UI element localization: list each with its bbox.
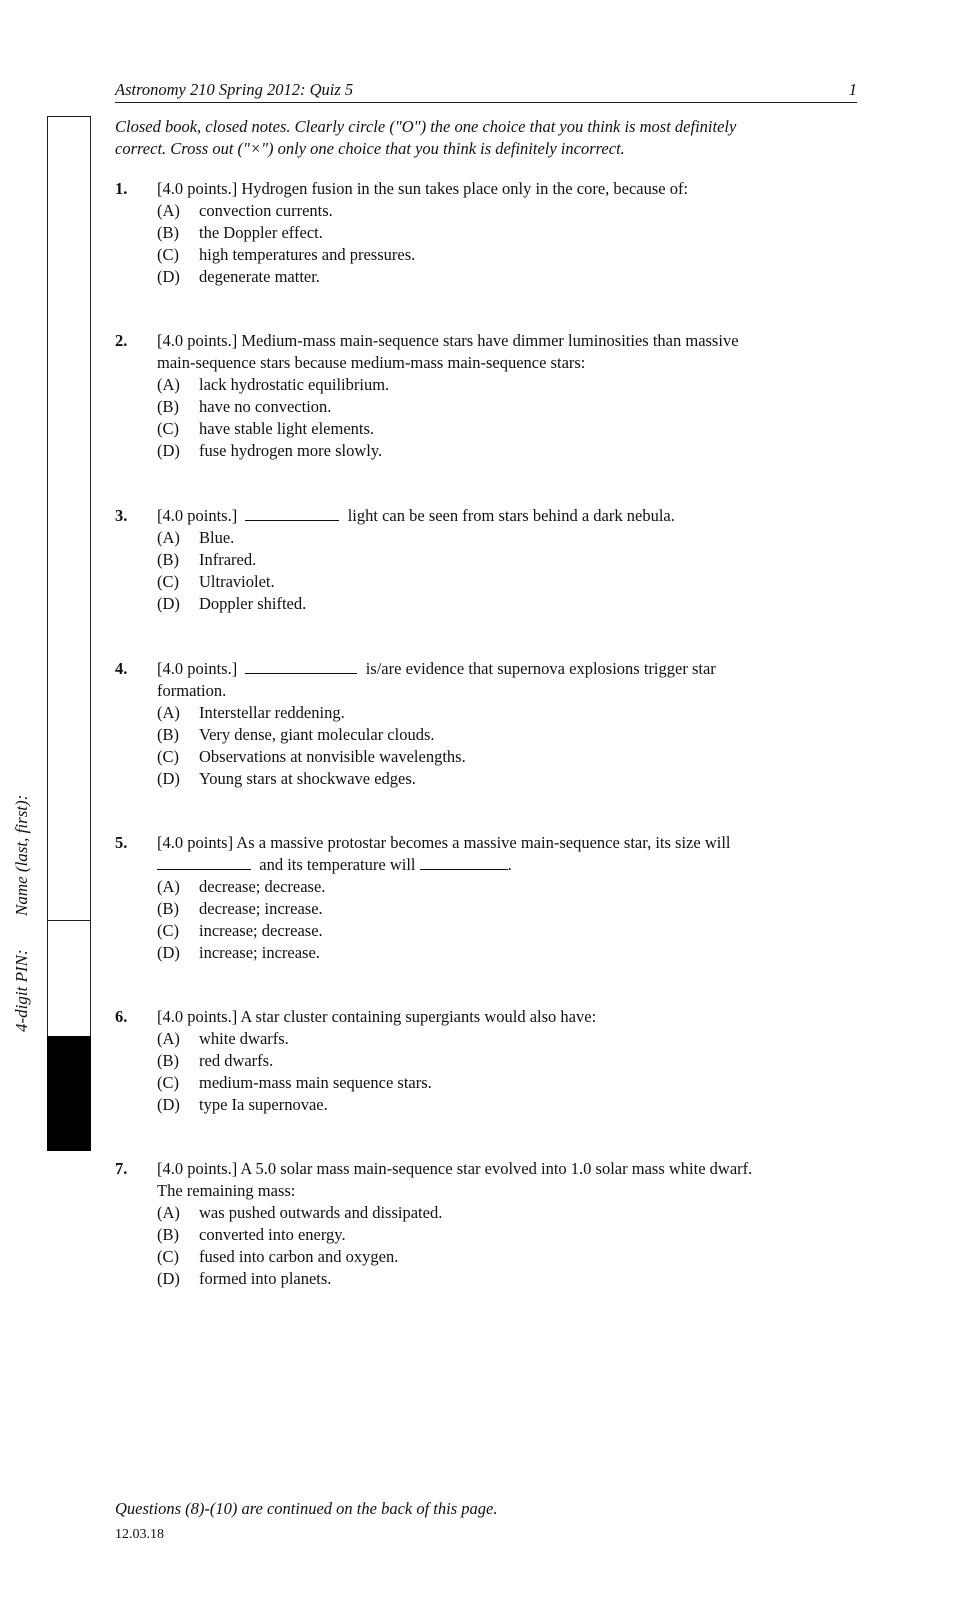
choice-b[interactable]: (B) decrease; increase. [157,899,323,918]
choice-b[interactable]: (B) red dwarfs. [157,1051,274,1070]
question-number: 3. [115,506,128,525]
choice-b[interactable]: (B) converted into energy. [157,1225,346,1244]
choice-a[interactable]: (A) was pushed outwards and dissipated. [157,1203,443,1222]
question-text: [4.0 points.] A 5.0 solar mass main-sequence star evolved into 1.0 solar mass white dwarf. The remaining mass: [157,1159,753,1200]
question-text: [4.0 points.] A star cluster containing supergiants would also have: [157,1007,597,1026]
choice-list [157,702,466,790]
choice-c[interactable]: (C) Ultraviolet. [157,572,275,591]
question-number: 5. [115,833,128,852]
question-number: 2. [115,331,128,350]
choice-list [157,1028,432,1116]
choice-list [157,527,306,615]
choice-d[interactable]: (D) Young stars at shockwave edges. [157,769,416,788]
choice-a[interactable]: (A) Interstellar reddening. [157,703,345,722]
choice-d[interactable]: (D) fuse hydrogen more slowly. [157,441,383,460]
instructions-line-2: correct. Cross out ("×") only one choice that you think is definitely incorrect. [115,139,625,158]
question-number: 7. [115,1159,128,1178]
instructions-line-1: Closed book, closed notes. Clearly circle ("O") the one choice that you think is most definitely [115,117,737,136]
choice-list [157,200,415,288]
choice-d[interactable]: (D) increase; increase. [157,943,320,962]
instructions [115,116,860,160]
quiz-label: Quiz 5 [12,1093,32,1142]
choice-b[interactable]: (B) Very dense, giant molecular clouds. [157,725,435,744]
answer-blank[interactable] [245,659,357,674]
question-text: [4.0 points.] Hydrogen fusion in the sun takes place only in the core, because of: [157,179,689,198]
question-text: [4.0 points.] Medium-mass main-sequence stars have dimmer luminosities than massive main-sequence stars because medium-mass main-sequence stars: [157,331,739,372]
question-number: 6. [115,1007,128,1026]
answer-blank[interactable] [245,506,339,521]
choice-c[interactable]: (C) increase; decrease. [157,921,323,940]
choice-c[interactable]: (C) have stable light elements. [157,419,375,438]
choice-a[interactable]: (A) lack hydrostatic equilibrium. [157,375,390,394]
choice-b[interactable]: (B) have no convection. [157,397,332,416]
choice-d[interactable]: (D) formed into planets. [157,1269,332,1288]
question-text: [4.0 points] As a massive protostar becomes a massive main-sequence star, its size will and its temperature will . [157,833,731,874]
document-date: 12.03.18 [115,1527,164,1542]
choice-d[interactable]: (D) Doppler shifted. [157,594,307,613]
choice-a[interactable]: (A) decrease; decrease. [157,877,326,896]
question-number: 1. [115,179,128,198]
continued-note: Questions (8)-(10) are continued on the back of this page. [115,1499,498,1518]
choice-b[interactable]: (B) Infrared. [157,550,257,569]
choice-d[interactable]: (D) degenerate matter. [157,267,320,286]
student-info-sidebar [47,116,91,1151]
pin-field-label: 4-digit PIN: [12,949,31,1032]
choice-a[interactable]: (A) convection currents. [157,201,333,220]
question-text: [4.0 points.] is/are evidence that supernova explosions trigger star formation. [157,659,716,700]
sidebar-divider [48,920,90,921]
question-text: [4.0 points.] light can be seen from stars behind a dark nebula. [157,506,675,525]
choice-c[interactable]: (C) fused into carbon and oxygen. [157,1247,399,1266]
choice-list [157,1202,442,1290]
choice-c[interactable]: (C) medium-mass main sequence stars. [157,1073,432,1092]
page-number: 1 [848,80,857,99]
page-header [115,80,857,103]
choice-c[interactable]: (C) high temperatures and pressures. [157,245,416,264]
choice-a[interactable]: (A) Blue. [157,528,235,547]
choice-list [157,374,389,462]
choice-b[interactable]: (B) the Doppler effect. [157,223,323,242]
name-field-label: Name (last, first): [12,794,31,916]
choice-d[interactable]: (D) type Ia supernovae. [157,1095,328,1114]
header-title: Astronomy 210 Spring 2012: Quiz 5 [115,80,354,99]
quiz-label-box [47,1036,91,1151]
choice-list [157,876,325,964]
question-number: 4. [115,659,128,678]
choice-a[interactable]: (A) white dwarfs. [157,1029,289,1048]
choice-c[interactable]: (C) Observations at nonvisible wavelengths. [157,747,466,766]
answer-blank[interactable] [420,855,508,870]
answer-blank[interactable] [157,855,251,870]
